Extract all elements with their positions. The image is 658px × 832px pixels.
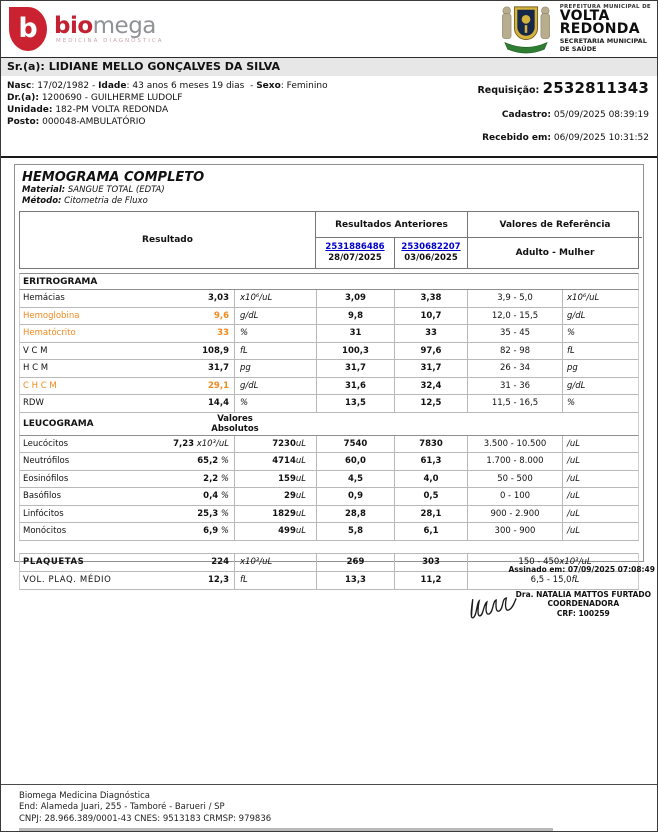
reference-unit-cell: /uL [562,506,642,523]
result-row-rdw [19,395,639,413]
previous-value-2: 12,5 [394,395,467,412]
request-details [477,79,649,143]
reference-unit-cell: x10⁶/uL [562,290,642,307]
reference-unit-cell: g/dL [562,308,642,325]
reference-unit-cell: g/dL [562,378,642,395]
previous-date-2: 03/06/2025 [404,253,458,263]
signature-scribble-icon [462,587,523,625]
result-cell [20,290,234,307]
patient-info-line: Dr.(a): 1200690 - GUILHERME LUDOLF [7,93,183,103]
previous-value-2: 303 [394,554,467,571]
patient-name-label: Sr.(a): [7,60,45,73]
result-row-hematócrito [19,325,639,343]
signer-role: COORDENADORA [547,599,620,609]
reference-unit-cell: /uL [562,488,642,505]
cadastro-value: 05/09/2025 08:39:19 [553,110,649,120]
method-value: Citometria de Fluxo [64,196,148,206]
reference-range-cell: 11,5 - 16,5 [467,395,562,412]
reference-unit-cell: /uL [562,436,642,453]
absolute-value-cell: 4714 uL [234,453,316,470]
signature-block [1,586,651,622]
page-bottom-bar [19,828,553,831]
result-cell [20,325,234,342]
result-row-hemoglobina [19,308,639,326]
requisition-label: Requisição: [477,85,540,96]
municipality-block [497,3,651,55]
results-table-header [19,211,639,269]
previous-value-1: 3,09 [316,290,394,307]
reference-range-cell: 1.700 - 8.000 [467,453,562,470]
reference-unit-cell: % [562,325,642,342]
recebido-label: Recebido em: [482,133,551,143]
result-value: 65,2 % [197,456,229,467]
reference-unit-cell: % [562,395,642,412]
column-header-anteriores: Resultados Anteriores [316,212,467,238]
result-value: 108,9 [202,345,229,356]
patient-name-bar [1,58,657,76]
previous-value-2: 33 [394,325,467,342]
reference-unit-cell: pg [562,360,642,377]
analyte-label: Basófilos [23,491,62,502]
table-spacer [19,541,639,553]
logo-bio: bio [54,12,93,39]
reference-range-cell: 150 - 450 x10³/uL [467,554,642,571]
previous-value-1: 5,8 [316,523,394,540]
previous-value-1: 13,5 [316,395,394,412]
analyte-label: Hemácias [23,293,65,304]
previous-value-2: 32,4 [394,378,467,395]
unit-cell: fL [234,343,316,360]
previous-value-1: 100,3 [316,343,394,360]
reference-unit-cell: fL [562,343,642,360]
secretaria-line2: DE SAÚDE [559,44,597,53]
signer-identity [516,590,651,619]
reference-range-cell: 0 - 100 [467,488,562,505]
result-value: 12,3 [208,575,229,585]
exam-title: HEMOGRAMA COMPLETO [22,170,205,185]
reference-range-cell: 900 - 2.900 [467,506,562,523]
result-value: 0,4 % [203,491,229,502]
analyte-label: H C M [23,363,49,374]
result-value: 6,9 % [203,526,229,537]
reference-range-cell: 31 - 36 [467,378,562,395]
previous-value-2: 11,2 [394,572,467,589]
section-header-eritrograma [19,273,639,290]
recebido-value: 06/09/2025 10:31:52 [553,133,649,143]
previous-result-2 [394,238,467,268]
cadastro-label: Cadastro: [501,110,551,120]
result-row-hemácias [19,290,639,308]
reference-range-cell: 12,0 - 15,5 [467,308,562,325]
previous-value-2: 31,7 [394,360,467,377]
blood-drop-icon [9,7,47,51]
analyte-label: Leucócitos [23,438,69,449]
absolute-value-cell: 7230 uL [234,436,316,453]
result-cell [20,308,234,325]
reference-range-cell: 50 - 500 [467,471,562,488]
section-name: LEUCOGRAMA [23,418,94,429]
unit-cell: g/dL [234,378,316,395]
municipality-text [560,5,651,54]
result-row-monócitos [19,523,639,541]
logo-wordmark [54,12,163,39]
result-cell [20,471,234,488]
exam-material-line [19,185,639,196]
result-row-leucócitos [19,436,639,454]
previous-value-2: 4,0 [394,471,467,488]
analyte-label: Monócitos [23,526,67,537]
previous-value-1: 31,7 [316,360,394,377]
absolute-value-cell: 29 uL [234,488,316,505]
previous-value-2: 7830 [394,436,467,453]
unit-cell: % [234,325,316,342]
result-value: 29,1 [208,380,229,391]
recebido-line [477,133,649,143]
material-value: SANGUE TOTAL (EDTA) [67,185,165,195]
prefeitura-line: PREFEITURA MUNICIPAL DE [559,3,651,10]
unit-cell: fL [234,572,316,589]
previous-value-2: 97,6 [394,343,467,360]
city-name-line1: VOLTA [559,8,610,25]
report-header [1,1,657,58]
reference-range-cell: 35 - 45 [467,325,562,342]
logo-mega: mega [92,12,156,39]
signed-at-line: Assinado em: 07/09/2025 07:08:49 [508,565,655,574]
result-cell [20,395,234,412]
absolute-values-header: Valores Absolutos [211,413,259,434]
footer-registry: CNPJ: 28.966.389/0001-43 CNES: 9513183 CRMSP: 979836 [19,813,272,824]
result-row-v-c-m [19,343,639,361]
result-value: 31,7 [208,363,229,374]
absolute-value-cell: 499 uL [234,523,316,540]
column-header-resultado: Resultado [20,212,316,268]
secretaria-lines [560,38,651,53]
previous-value-1: 60,0 [316,453,394,470]
reference-range-cell: 3,9 - 5,0 [467,290,562,307]
analyte-label: Hemoglobina [23,310,80,321]
requisition-number: 2532811343 [542,79,649,97]
result-cell [20,360,234,377]
result-value: 9,6 [213,310,229,321]
unit-cell: x10³/uL [234,554,316,571]
analyte-label: Hematócrito [23,328,76,339]
result-cell [20,378,234,395]
result-cell [20,506,234,523]
column-header-referencia: Valores de Referência [467,212,642,238]
result-value: 33 [217,328,229,339]
previous-value-2: 28,1 [394,506,467,523]
material-label: Material: [22,185,66,195]
result-cell [20,453,234,470]
analyte-label: Linfócitos [23,508,64,519]
unit-cell: x10⁶/uL [234,290,316,307]
result-row-h-c-m [19,360,639,378]
result-value: 224 [211,557,229,567]
patient-info-line: Nasc: 17/02/1982 - Idade: 43 anos 6 meses 19 dias - Sexo: Feminino [7,81,328,91]
previous-value-2: 6,1 [394,523,467,540]
results-table-body [19,273,639,590]
patient-details [1,76,657,158]
footer-address: End: Alameda Juari, 255 - Tamboré - Barueri / SP [19,802,225,812]
reference-group-header: Adulto - Mulher [467,238,642,268]
patient-info-line: Posto: 000048-AMBULATÓRIO [7,117,146,127]
absolute-value-cell: 1829 uL [234,506,316,523]
section-name: ERITROGRAMA [23,276,98,287]
result-cell [20,436,234,453]
previous-value-2: 10,7 [394,308,467,325]
city-name-line2: REDONDA [559,21,640,38]
previous-value-1: 31,6 [316,378,394,395]
coat-of-arms-icon [497,3,555,55]
previous-value-1: 269 [316,554,394,571]
previous-requisition-link-2[interactable]: 2530682207 [401,242,461,252]
result-value: 2,2 % [203,473,229,484]
logo-tagline: MEDICINA DIAGNÓSTICA [56,37,164,44]
reference-range-cell: 300 - 900 [467,523,562,540]
previous-value-1: 13,3 [316,572,394,589]
analyte-label: Eosinófilos [23,473,69,484]
result-row-eosinófilos [19,471,639,489]
exam-method-line [19,196,639,207]
reference-range-cell: 3.500 - 10.500 [467,436,562,453]
unit-cell: g/dL [234,308,316,325]
signer-name: Dra. NATALIA MATTOS FURTADO [515,589,651,599]
secretaria-line1: SECRETARIA MUNICIPAL [559,37,647,46]
previous-value-2: 0,5 [394,488,467,505]
result-cell [20,488,234,505]
reference-range-cell: 26 - 34 [467,360,562,377]
footer-company: Biomega Medicina Diagnóstica [19,790,150,801]
reference-unit-cell: /uL [562,523,642,540]
analyte-label: RDW [23,398,44,409]
cadastro-line [477,110,649,120]
patient-info-line: Unidade: 182-PM VOLTA REDONDA [7,105,169,115]
previous-value-1: 0,9 [316,488,394,505]
unit-cell: pg [234,360,316,377]
method-label: Método: [22,196,62,206]
reference-range-cell: 6,5 - 15,0 fL [467,572,642,589]
analyte-label: PLAQUETAS [23,557,85,567]
previous-value-1: 31 [316,325,394,342]
previous-value-2: 61,3 [394,453,467,470]
result-cell [20,343,234,360]
result-row-linfócitos [19,506,639,524]
previous-value-2: 3,38 [394,290,467,307]
result-value: 3,03 [208,293,229,304]
absolute-value-cell: 159 uL [234,471,316,488]
unit-cell: % [234,395,316,412]
lab-footer [1,784,657,832]
result-value: 25,3 % [197,508,229,519]
previous-requisition-link-1[interactable]: 2531886486 [325,242,385,252]
analyte-label: VOL. PLAQ. MÉDIO [23,575,112,585]
previous-result-1 [316,238,394,268]
result-row-basófilos [19,488,639,506]
result-cell [20,523,234,540]
reference-range-cell: 82 - 98 [467,343,562,360]
result-row-c-h-c-m [19,378,639,396]
patient-name: LIDIANE MELLO GONÇALVES DA SILVA [48,60,281,73]
section-header-leucograma [19,413,639,436]
result-value: 14,4 [208,398,229,409]
reference-unit-cell: /uL [562,453,642,470]
result-row-neutrófilos [19,453,639,471]
biomega-logo [9,7,163,51]
analyte-label: V C M [23,345,48,356]
analyte-label: C H C M [23,380,57,391]
result-value: 7,23 x10³/uL [173,438,229,449]
requisition-line [477,79,649,97]
previous-value-1: 9,8 [316,308,394,325]
previous-value-1: 4,5 [316,471,394,488]
reference-unit-cell: /uL [562,471,642,488]
logo-text [54,12,164,44]
drop-letter: b [18,12,38,44]
previous-value-1: 7540 [316,436,394,453]
signer-crf: CRF: 100259 [556,608,610,618]
previous-value-1: 28,8 [316,506,394,523]
previous-date-1: 28/07/2025 [328,253,382,263]
analyte-label: Neutrófilos [23,456,70,467]
